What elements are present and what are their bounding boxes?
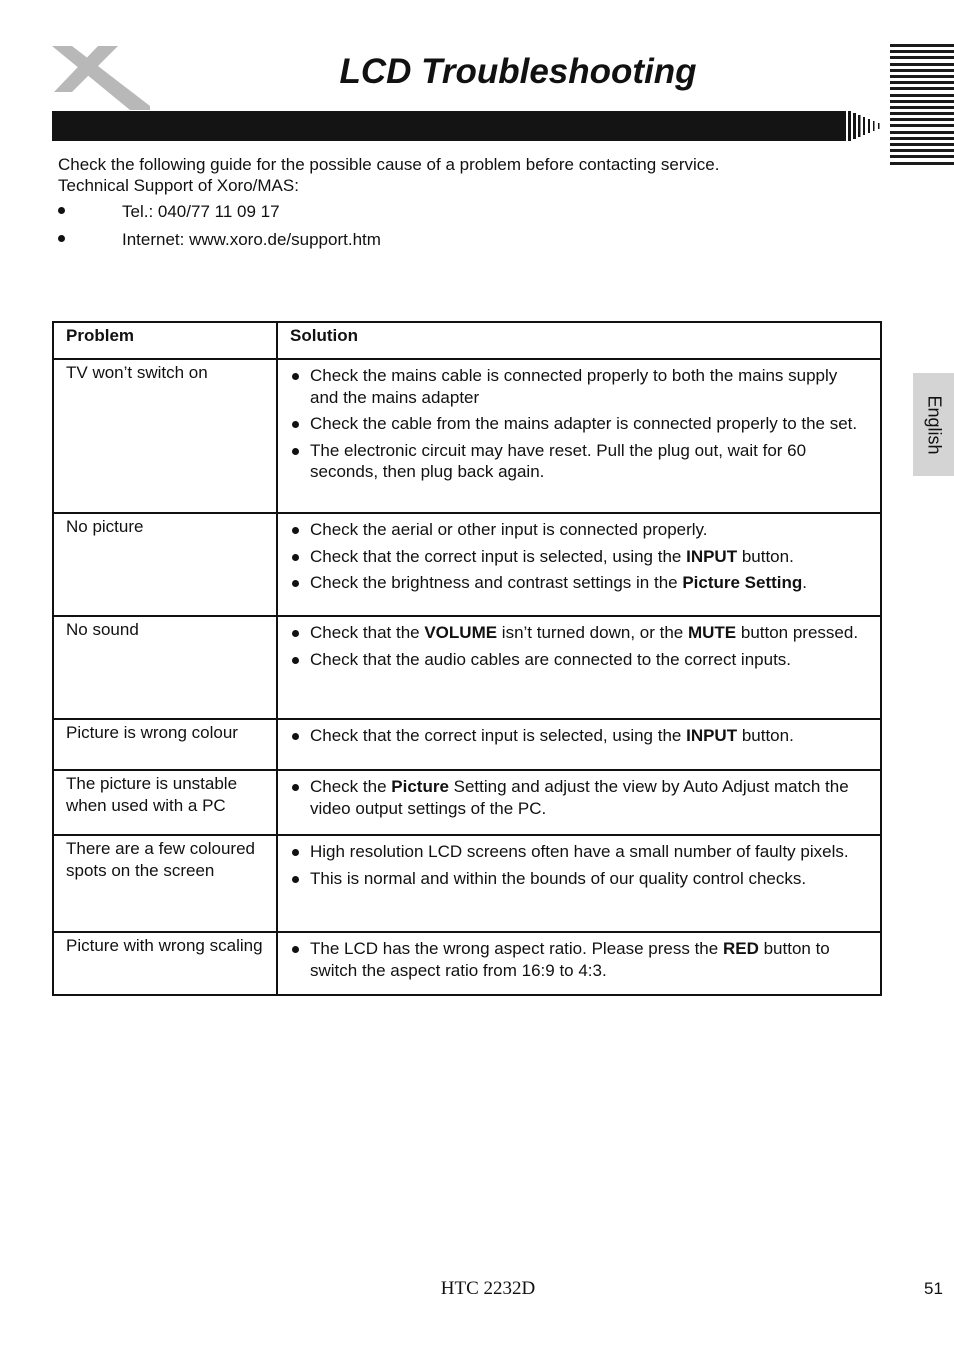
solution-list <box>290 938 868 981</box>
contact-website: Internet: www.xoro.de/support.htm <box>122 230 381 249</box>
problem-cell: TV won’t switch on <box>53 359 277 513</box>
solution-cell <box>277 359 881 513</box>
solution-emphasis: RED <box>722 939 759 958</box>
solution-list <box>290 776 868 819</box>
solution-emphasis: INPUT <box>686 726 738 745</box>
solution-cell <box>277 719 881 770</box>
intro-line: Technical Support of Xoro/MAS: <box>58 176 299 195</box>
problem-cell: No picture <box>53 513 277 616</box>
header-bar-dot-pattern <box>842 111 884 141</box>
solution-text: Check the aerial or other input is connected properly. <box>310 520 708 539</box>
table-header-row <box>53 322 881 359</box>
solution-text: The electronic circuit may have reset. Pull the plug out, wait for 60 seconds, then plug back again. <box>310 440 807 481</box>
solution-list <box>290 365 868 483</box>
solution-emphasis: INPUT <box>686 546 738 566</box>
solution-text: High resolution LCD screens often have a small number of faulty pixels. <box>310 842 849 861</box>
solution-cell <box>277 932 881 995</box>
solution-emphasis: Picture Setting <box>682 573 803 592</box>
table-row <box>53 770 881 835</box>
solution-item <box>290 649 868 671</box>
table-body <box>53 359 881 995</box>
solution-item <box>290 413 868 435</box>
table-row <box>53 616 881 719</box>
solution-text: Check the <box>310 777 392 796</box>
solution-emphasis: MUTE <box>687 623 737 642</box>
bullet-icon <box>58 235 65 242</box>
problem-cell: Picture is wrong colour <box>53 719 277 770</box>
problem-cell: No sound <box>53 616 277 719</box>
solution-item <box>290 572 868 594</box>
problem-cell: The picture is unstable when used with a PC <box>53 770 277 835</box>
footer-model-name: HTC 2232D <box>440 1278 536 1299</box>
solution-item <box>290 365 868 408</box>
table-row <box>53 513 881 616</box>
header-bar <box>52 111 844 141</box>
intro-text <box>58 154 720 196</box>
language-side-tab <box>913 373 954 476</box>
solution-cell <box>277 835 881 932</box>
solution-text: Setting and adjust the view by Auto Adjust match the video output settings of the PC. <box>310 777 849 818</box>
solution-text: The LCD has the wrong aspect ratio. Please press the <box>310 939 723 958</box>
solution-item <box>290 868 868 890</box>
table-row <box>53 835 881 932</box>
solution-text: button pressed. <box>736 623 859 642</box>
bullet-icon <box>58 207 65 214</box>
solution-item <box>290 938 868 981</box>
solution-emphasis: VOLUME <box>424 623 498 642</box>
problem-cell: Picture with wrong scaling <box>53 932 277 995</box>
solution-item <box>290 841 868 863</box>
solution-text: This is normal and within the bounds of our quality control checks. <box>310 868 807 888</box>
solution-text: button. <box>737 726 794 745</box>
solution-text: Check the cable from the mains adapter is connected properly to the set. <box>310 414 858 433</box>
solution-text: button. <box>737 546 794 566</box>
column-header-problem: Problem <box>53 322 277 359</box>
intro-line: Check the following guide for the possible cause of a problem before contacting service. <box>58 155 720 174</box>
page-number: 51 <box>924 1279 943 1298</box>
solution-list <box>290 622 868 670</box>
page-title: LCD Troubleshooting <box>339 52 697 91</box>
table-row <box>53 359 881 513</box>
solution-cell <box>277 616 881 719</box>
solution-item <box>290 622 868 644</box>
solution-text: Check that the correct input is selected, using the <box>310 546 687 566</box>
solution-emphasis: Picture <box>391 777 449 796</box>
solution-item <box>290 776 868 819</box>
troubleshooting-table <box>52 321 882 996</box>
language-label: English <box>924 394 944 455</box>
solution-list <box>290 841 868 889</box>
solution-text: Check that the <box>310 623 425 642</box>
problem-cell: There are a few coloured spots on the screen <box>53 835 277 932</box>
table-row <box>53 719 881 770</box>
contact-phone: Tel.: 040/77 11 09 17 <box>122 202 280 221</box>
solution-text: Check that the audio cables are connected to the correct inputs. <box>310 649 792 669</box>
solution-text: isn’t turned down, or the <box>497 623 688 642</box>
solution-item <box>290 546 868 568</box>
table-row <box>53 932 881 995</box>
solution-cell <box>277 770 881 835</box>
solution-item <box>290 519 868 541</box>
solution-list <box>290 725 868 747</box>
column-header-solution: Solution <box>277 322 881 359</box>
solution-item <box>290 440 868 483</box>
solution-text: Check the mains cable is connected properly to both the mains supply and the mains adapter <box>310 366 838 407</box>
solution-text: . <box>802 573 808 592</box>
solution-text: button to switch the aspect ratio from 16:9 to 4:3. <box>310 939 830 980</box>
stripe-decoration <box>890 44 954 172</box>
solution-text: Check that the correct input is selected, using the <box>310 726 687 745</box>
solution-list <box>290 519 868 594</box>
solution-text: Check the brightness and contrast settings in the <box>310 573 683 592</box>
solution-cell <box>277 513 881 616</box>
solution-item <box>290 725 868 747</box>
